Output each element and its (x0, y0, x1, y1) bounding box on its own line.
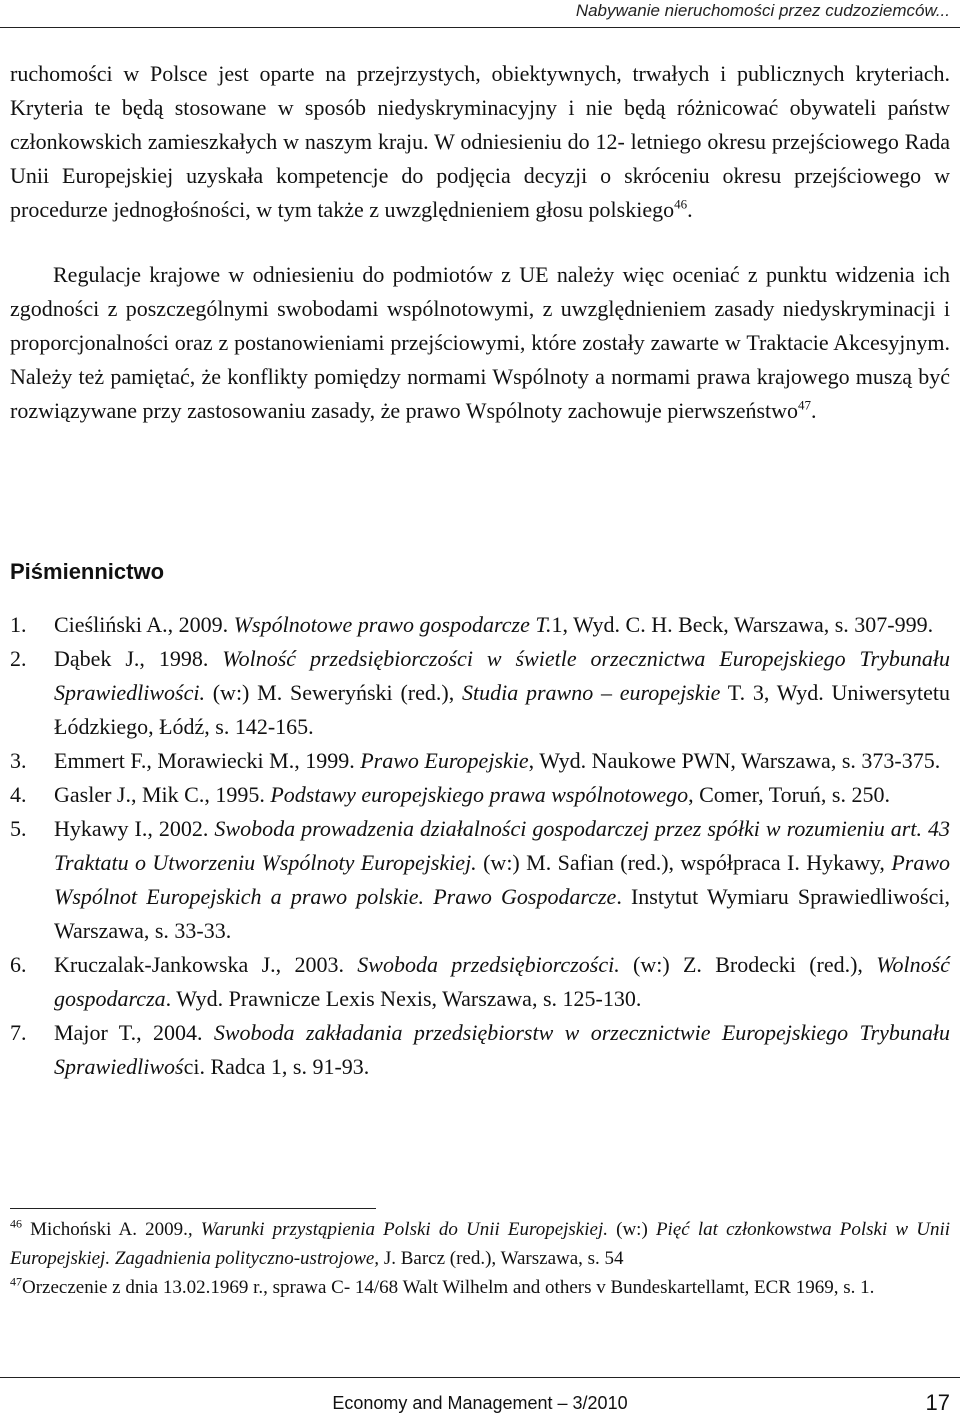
item-publisher: T. 3, Wyd. Uniwersytetu Łódzkiego, Łódź, s. 142-165. (54, 680, 951, 739)
footnote-author: Michoński A. 2009. (22, 1219, 188, 1240)
footnote-in: (w:) (607, 1219, 656, 1240)
item-author: Emmert F., Morawiecki M., 1999. (54, 748, 361, 773)
body-paragraph-2 (10, 258, 950, 428)
item-author: Hykawy I., 2002. (54, 816, 215, 841)
paragraph-text-end: . (811, 398, 817, 423)
item-author: Dąbek J., 1998. (54, 646, 223, 671)
footnote-separator (10, 1208, 376, 1209)
journal-name: Economy and Management – 3/2010 (332, 1393, 628, 1413)
item-source-title: Studia prawno – europejskie (461, 680, 721, 705)
bibliography-item (10, 1016, 950, 1084)
item-source-title: Wolność gospodarcza (54, 952, 950, 1011)
paragraph-text-end: . (687, 197, 693, 222)
footnote-47 (10, 1273, 950, 1302)
item-source-title: Prawo Wspólnot Europejskich a prawo polskie. Prawo Gospodarcze (54, 850, 951, 909)
running-header-title: Nabywanie nieruchomości przez cudzoziemców... (575, 1, 950, 20)
item-title: Swoboda prowadzenia działalności gospodarczej przez spółki w rozumieniu art. 43 Traktatu o Utworzeniu Wspólnoty Europejskiej. (54, 816, 950, 875)
item-details: ci. Radca 1, s. 91-93. (183, 1054, 370, 1079)
item-title: Wolność przedsiębiorczości w świetle orzecznictwa Europejskiego Trybunału Sprawiedliwości. (54, 646, 950, 705)
running-header (0, 0, 960, 32)
bibliography-item (10, 608, 950, 642)
bibliography-list (10, 608, 950, 1084)
footnote-title: , Warunki przystąpienia Polski do Unii Europejskiej. (187, 1219, 608, 1240)
page-number: 17 (925, 1390, 950, 1415)
item-title: Wspólnotowe prawo gospodarcze T. (233, 612, 552, 637)
footnote-number: 47 (10, 1274, 22, 1289)
item-title: Swoboda zakładania przedsiębiorstw w orzecznictwie Europejskiego Trybunału Sprawiedliwoś (54, 1020, 950, 1079)
running-footer (0, 1377, 960, 1417)
footnote-text: Orzeczenie z dnia 13.02.1969 r., sprawa C- 14/68 Walt Wilhelm and others v Bundeskartellamt, ECR 1969, s. 1. (22, 1277, 875, 1298)
footnote-source-title: Pięć lat członkowstwa Polski w Unii Europejskiej. Zagadnienia polityczno-ustrojowe, (10, 1219, 951, 1269)
item-number: 2. (10, 646, 27, 671)
header-rule (0, 27, 960, 28)
bibliography-item (10, 778, 950, 812)
body-paragraph-1 (10, 57, 950, 227)
item-author: Gasler J., Mik C., 1995. (54, 782, 271, 807)
paragraph-text: ruchomości w Polsce jest oparte na przejrzystych, obiektywnych, trwałych i publicznych kryteriach. Kryteria te będą stosowane w sposób niedyskryminacyjny i nie będą różnicować obywateli państw członkowskich zamieszkałych w naszym kraju. W odniesieniu do 12- letniego okresu przejściowego Rada Unii Europejskiej uzyskała kompetencje do podjęcia decyzji o skróceniu okresu przejściowego w procedurze jednogłośności, w tym także z uwzględnieniem głosu polskiego (10, 61, 950, 222)
item-number: 1. (10, 612, 27, 637)
item-author: Kruczalak-Jankowska J., 2003. (54, 952, 358, 977)
bibliography-item (10, 948, 950, 1016)
footnote-ref-46[interactable]: 46 (674, 196, 688, 212)
footnote-ref-47[interactable]: 47 (798, 397, 812, 413)
item-title: Podstawy europejskiego prawa wspólnotowego (270, 782, 689, 807)
item-number: 7. (10, 1020, 27, 1045)
item-details: (w:) M. Seweryński (red.), (204, 680, 462, 705)
item-details: (w:) M. Safian (red.), współpraca I. Hykawy, (476, 850, 892, 875)
item-number: 6. (10, 952, 27, 977)
bibliography-item (10, 642, 950, 744)
footnote-number: 46 (10, 1216, 22, 1231)
item-title: Swoboda przedsiębiorczości. (357, 952, 620, 977)
item-title: Prawo Europejskie (360, 748, 529, 773)
item-details: , Comer, Toruń, s. 250. (688, 782, 890, 807)
item-details: , Wyd. Naukowe PWN, Warszawa, s. 373-375. (528, 748, 941, 773)
item-author: Cieśliński A., 2009. (54, 612, 234, 637)
footnote-46 (10, 1215, 950, 1273)
item-publisher: . Instytut Wymiaru Sprawiedliwości, Warszawa, s. 33-33. (54, 884, 950, 943)
item-author: Major T., 2004. (54, 1020, 214, 1045)
item-details: 1, Wyd. C. H. Beck, Warszawa, s. 307-999. (551, 612, 934, 637)
footnotes (10, 1215, 950, 1302)
paragraph-text: Regulacje krajowe w odniesieniu do podmiotów z UE należy więc oceniać z punktu widzenia ich zgodności z poszczególnymi swobodami wspólnotowymi, z uwzględnieniem zasady niedyskryminacji i proporcjonalności oraz z postanowieniami przejściowymi, które zostały zawarte w Traktacie Akcesyjnym. Należy też pamiętać, że konflikty pomiędzy normami Wspólnoty a normami prawa krajowego muszą być rozwiązywane przy zastosowaniu zasady, że prawo Wspólnoty zachowuje pierwszeństwo (10, 262, 950, 423)
item-details: (w:) Z. Brodecki (red.), (619, 952, 877, 977)
footnote-publisher: J. Barcz (red.), Warszawa, s. 54 (379, 1248, 624, 1269)
item-publisher: . Wyd. Prawnicze Lexis Nexis, Warszawa, s. 125-130. (165, 986, 642, 1011)
footer-rule (0, 1377, 960, 1378)
item-number: 3. (10, 748, 27, 773)
bibliography-heading: Piśmiennictwo (10, 559, 165, 584)
item-number: 4. (10, 782, 27, 807)
item-number: 5. (10, 816, 27, 841)
bibliography-item (10, 744, 950, 778)
bibliography-item (10, 812, 950, 948)
